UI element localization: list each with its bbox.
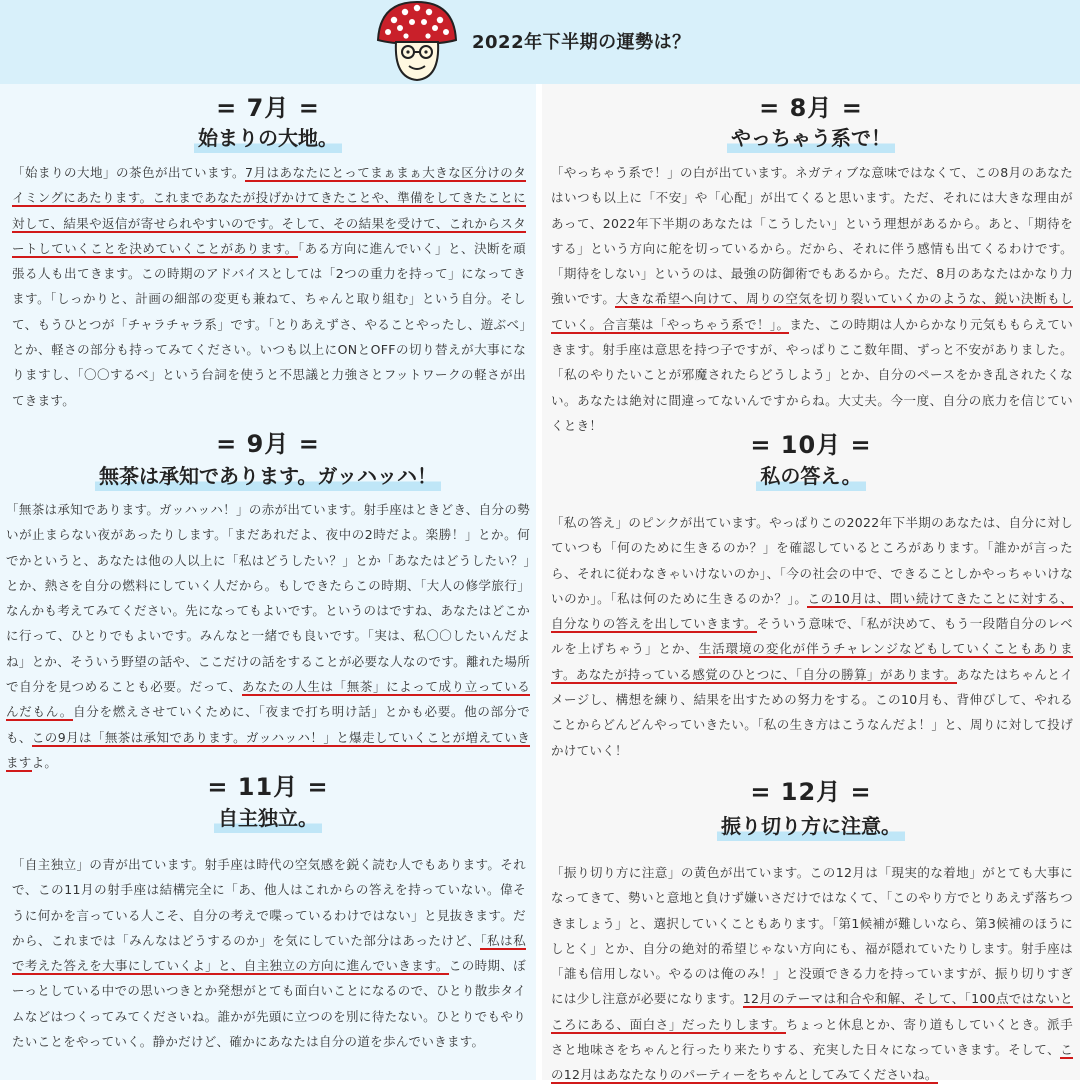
fortune-text-august (551, 160, 1073, 438)
highlighted-text: あなたの人生は「無茶」によって成り立っているんだもん。 (6, 679, 531, 720)
body-text-segment: 「私の答え」のピンクが出ています。やっぱりこの2022年下半期のあなたは、自分に対していつも「何のために生きるのか？」を確認しているところがあります。「誰かが言ったら、それに従わなきゃいけないのか」、「今の社会の中で、できることしかやっちゃいけないのか」。「私は何のために生きるのか？」。 (551, 515, 1073, 606)
highlighted-text: この9月は「無茶は承知であります。ガッハッハ！」と爆走していくことが増えていきます (6, 729, 530, 770)
body-text-segment: この時期、ぼーっとしている中での思いつきとか発想がとても面白いことになるので、ひとり散歩タイムなどはつくってみてくださいね。誰かが先頭に立つのを別に待たない。ひとりでもやりたいことをやっていく。静かだけど、確かにあなたは自分の道を歩んでいきます。 (12, 958, 526, 1050)
month-heading-september: = 9月 = (216, 430, 320, 458)
highlighted-text: この12月はあなたなりのパーティーをちゃんとしてみてくださいね。 (551, 1042, 1073, 1083)
month-heading-july: = 7月 = (216, 94, 320, 122)
header-banner (0, 0, 1080, 84)
body-text-segment: 「始まりの大地」の茶色が出ています。 (12, 165, 245, 180)
theme-label-december: 振り切り方に注意。 (717, 810, 905, 841)
theme-heading-november (0, 802, 536, 833)
theme-label-august: やっちゃう系で！ (727, 122, 895, 153)
mushroom-mascot-icon (372, 0, 462, 84)
fortune-text-december (551, 860, 1073, 1088)
paragraph (12, 852, 526, 1054)
theme-heading-july (0, 122, 536, 153)
body-text-segment: 「やっちゃう系で！」の白が出ています。ネガティブな意味ではなくて、この8月のあなたはいつも以上に「不安」や「心配」が出てくると思います。ただ、それには大きな理由があって、2022年下半期のあなたは「こうしたい」という理想があるから。あと、「期待をする」という方向に舵を切っているから。だから、それに伴う感情も出てくるわけです。「期待をしない」というのは、最強の防御術でもあるから。ただ、8月のあなたはかなり力強いです。 (551, 165, 1073, 307)
theme-heading-august (542, 122, 1080, 153)
highlighted-text: 生活環境の変化が伴うチャレンジなどもしていくこともあります。あなたが持っている感覚のひとつに、「自分の勝算」があります。 (551, 641, 1073, 682)
fortune-text-july (12, 160, 526, 413)
month-heading-december: = 12月 = (750, 778, 872, 806)
theme-heading-december (542, 810, 1080, 841)
month-heading-october: = 10月 = (750, 431, 872, 459)
paragraph (551, 860, 1073, 1088)
body-text-segment: よ。 (31, 754, 58, 770)
paragraph (551, 160, 1073, 438)
body-text-segment: 「振り切り方に注意」の黄色が出ています。この12月は「現実的な着地」がとても大事になってきて、勢いと意地と負けず嫌いさだけではなくて、「このやり方でとりあえず落ちつきましょう」と、選択していくこともあります。「第1候補が難しいなら、第3候補のほうにしとく」とか、自分の絶対的希望じゃない方向にも、福が隠れていたりします。射手座は「誰も信用しない。やるのは俺のみ！」と没頭できる力を持っていますが、振り切りすぎには少し注意が必要になります。 (551, 865, 1073, 1007)
body-text-segment: ちょっと休息とか、寄り道もしていくとき。派手さと地味さをちゃんと行ったり来たりする、充実した日々になっていきます。そして、 (551, 1016, 1073, 1058)
fortune-text-november (12, 852, 526, 1054)
body-text-segment: そういう意味で、「私が決めて、もう一段階自分のレベルを上げちゃう」とか、 (551, 616, 1073, 657)
fortune-text-october (551, 510, 1073, 763)
body-text-segment: 「ある方向に進んでいく」と、決断を頑張る人も出てきます。この時期のアドバイスとしては「2つの重力を持って」になってきます。「しっかりと、計画の細部の変更も兼ねて、ちゃんと取り組む」という自分。そして、もうひとつが「チャラチャラ系」です。「とりあえずさ、やることやったし、遊ぶべ」とか、軽さの部分も持ってみてください。いつも以上にONとOFFの切り替えが大事になりますし、「〇〇するべ」という台詞を使うと不思議と力強さとフットワークの軽さが出てきます。 (12, 240, 526, 408)
theme-label-october: 私の答え。 (756, 460, 865, 491)
highlighted-text: 「私は私で考えた答えを大事にしていくよ」と、自主独立の方向に進んでいきます。 (12, 932, 526, 974)
theme-heading-september (0, 460, 536, 491)
theme-label-november: 自主独立。 (214, 802, 322, 833)
month-heading-august: = 8月 = (759, 94, 863, 122)
body-text-segment: 自分を燃えさせていくために、「夜まで打ち明け話」とかも必要。他の部分でも、 (6, 704, 530, 745)
body-text-segment: 「自主独立」の青が出ています。射手座は時代の空気感を鋭く読む人でもあります。それで、この11月の射手座は結構完全に「あ、他人はこれからの答えを持っていない。偉そうに何かを言っている人こそ、自分の考えで喋っているわけではない」と見抜きます。だから、これまでは「みんなはどうするのか」を気にしていた部分はあったけど、 (12, 857, 526, 948)
body-text-segment: また、この時期は人からかなり元気ももらえていきます。射手座は意思を持つ子ですが、やっぱりここ数年間、ずっと不安がありました。「私のやりたいことが邪魔されたらどうしよう」とか、自分のペースをかき乱されたくない。あなたは絶対に間違ってないんですからね。大丈夫。今一度、自分の底力を信じていくとき！ (551, 316, 1073, 433)
paragraph (551, 510, 1073, 763)
highlighted-text: この10月は、問い続けてきたことに対する、自分なりの答えを出していきます。 (551, 590, 1073, 632)
paragraph (12, 160, 526, 413)
theme-label-september: 無茶は承知であります。ガッハッハ！ (95, 460, 441, 491)
body-text-segment: 「無茶は承知であります。ガッハッハ！」の赤が出ています。射手座はときどき、自分の勢いが止まらない夜があったりします。「まだあれだよ、夜中の2時だよ。楽勝！」とか。何でかというと、あなたは他の人以上に「私はどうしたい？」とか「あなたはどうしたい？」とか、熱さを自分の燃料にしていく人だから。もしできたらこの時期、「大人の修学旅行」なんかも考えてみてください。先になってもよいです。というのはですね、あなたはどこかに行って、ひとりでもよいです。みんなと一緒でも良いです。「実は、私〇〇したいんだよね」とか、そういう野望の話や、ここだけの話をすることが必要な人なのです。離れた場所で自分を見つめることも必要。だって、 (6, 502, 530, 695)
highlighted-text: 大きな希望へ向けて、周りの空気を切り裂いていくかのような、鋭い決断もしていく。合言葉は「やっちゃう系で！」。 (551, 291, 1073, 332)
theme-label-july: 始まりの大地。 (194, 122, 342, 153)
paragraph (6, 497, 530, 775)
month-heading-november: = 11月 = (207, 773, 329, 801)
body-text-segment: あなたはちゃんとイメージし、構想を練り、結果を出すための努力をする。この10月も、背伸びして、やれることからどんどんやっていきたい。「私の生き方はこうなんだよ！」と、周りに対して投げかけていく！ (551, 666, 1073, 758)
fortune-text-september (6, 497, 530, 775)
highlighted-text: 12月のテーマは和合や和解、そして、「100点ではないところにある、面白さ」だったりします。 (551, 991, 1073, 1032)
highlighted-text: 7月はあなたにとってまぁまぁ大きな区分けのタイミングにあたります。これまであなたが投げかけてきたことや、準備をしてきたことに対して、結果や返信が寄せられやすいのです。そして、その結果を受けて、これからスタートしていくことを決めていくことがあります。 (12, 165, 526, 256)
page-title: 2022年下半期の運勢は？ (472, 32, 691, 53)
theme-heading-october (542, 460, 1080, 491)
